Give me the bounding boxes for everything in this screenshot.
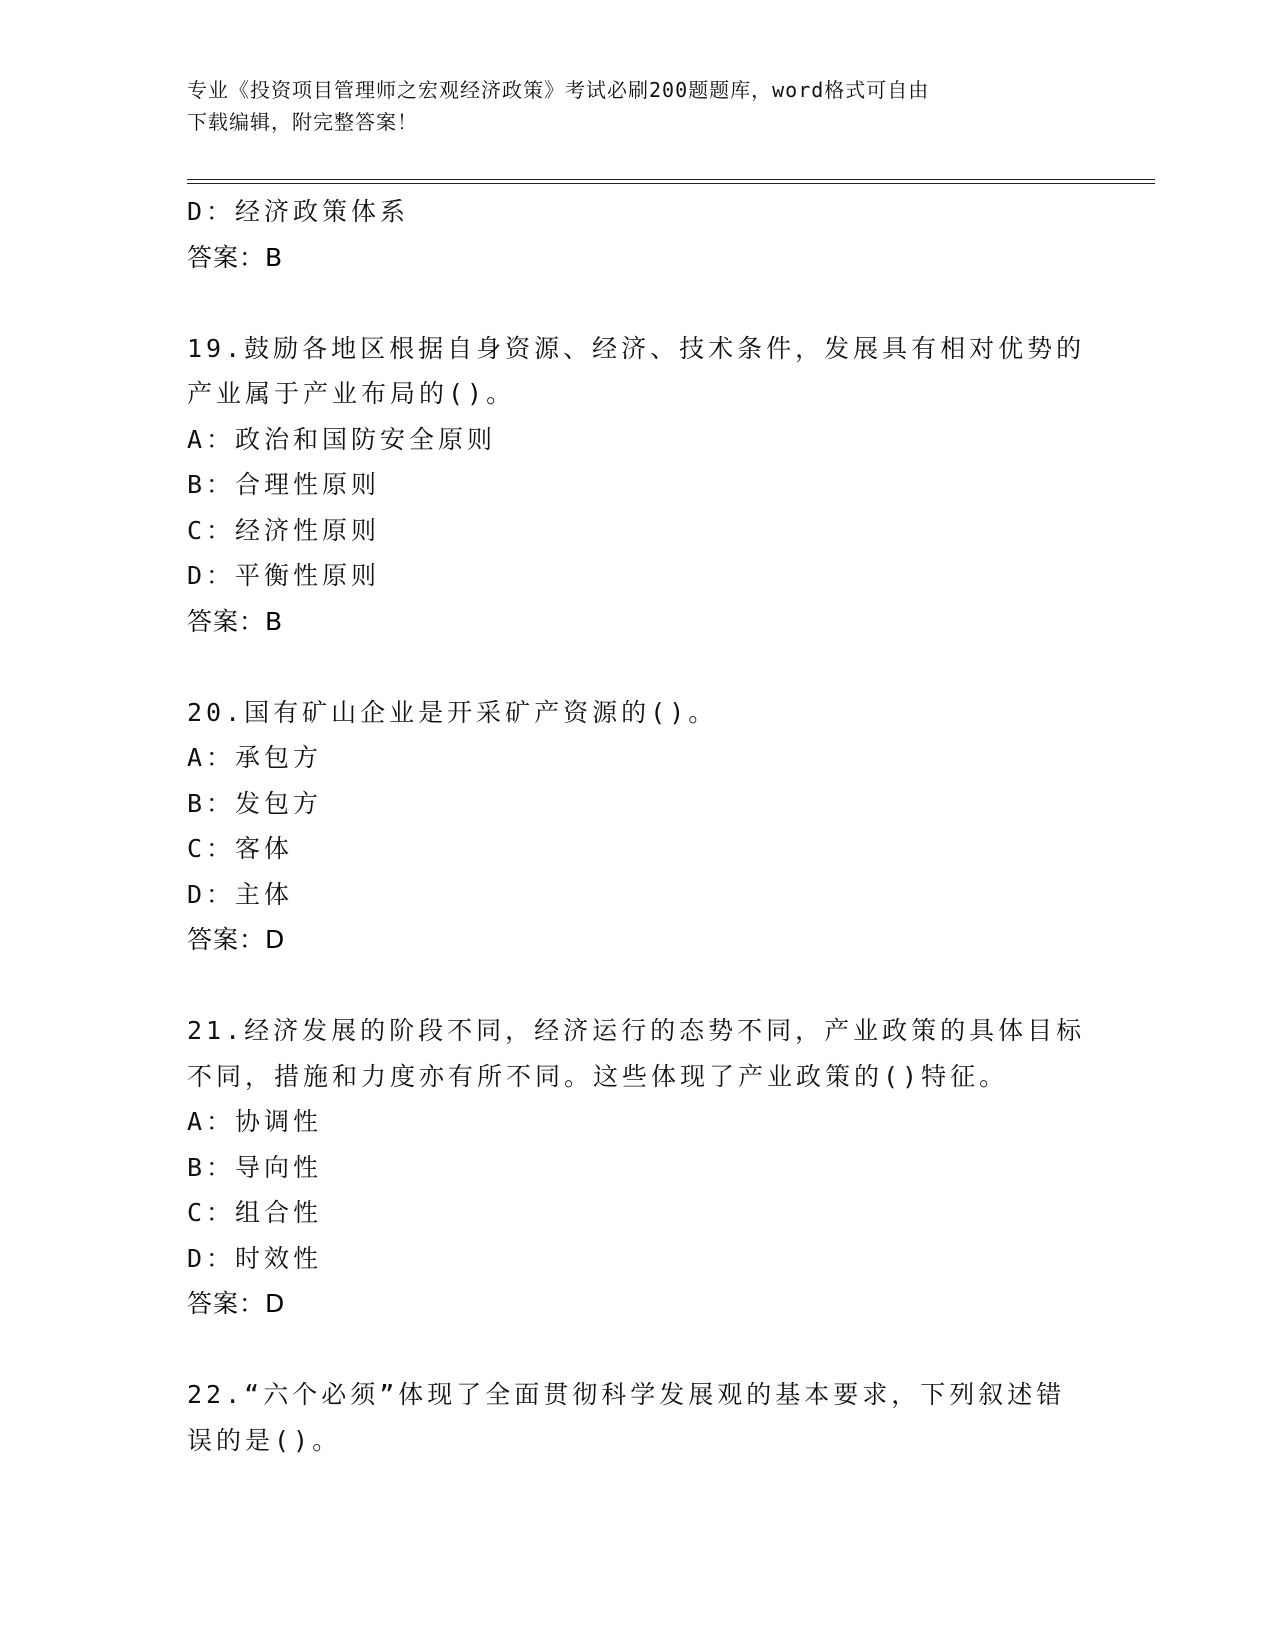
document-header <box>187 74 1067 138</box>
question-20 <box>187 690 1087 963</box>
option-d: D：主体 <box>187 879 294 909</box>
option-d: D：时效性 <box>187 1243 323 1273</box>
header-line-2: 下载编辑，附完整答案！ <box>187 110 418 134</box>
question-stem-line: 不同，措施和力度亦有所不同。这些体现了产业政策的()特征。 <box>187 1061 1009 1091</box>
spacer <box>187 280 1087 326</box>
question-21 <box>187 1008 1087 1327</box>
option-c: C：客体 <box>187 834 294 863</box>
spacer <box>187 1327 1087 1373</box>
option-d: D：平衡性原则 <box>187 561 381 590</box>
option-a: A：政治和国防安全原则 <box>187 424 497 454</box>
option-d: D：经济政策体系 <box>187 197 410 226</box>
question-fragment <box>187 189 1087 280</box>
question-stem-line: 22.“六个必须”体现了全面贯彻科学发展观的基本要求，下列叙述错 <box>187 1380 1066 1409</box>
header-divider-top <box>187 179 1155 180</box>
question-stem-line: 19.鼓励各地区根据自身资源、经济、技术条件，发展具有相对优势的 <box>187 333 1086 363</box>
spacer <box>187 963 1087 1009</box>
answer: 答案：D <box>187 925 286 954</box>
question-stem-line: 产业属于产业布局的()。 <box>187 379 516 408</box>
question-stem-line: 21.经济发展的阶段不同，经济运行的态势不同，产业政策的具体目标 <box>187 1016 1086 1045</box>
option-b: B：导向性 <box>187 1152 323 1182</box>
header-line-1: 专业《投资项目管理师之宏观经济政策》考试必刷200题题库，word格式可自由 <box>187 78 930 102</box>
header-divider-bottom <box>187 183 1155 184</box>
question-19 <box>187 326 1087 645</box>
option-c: C：经济性原则 <box>187 515 381 545</box>
option-c: C：组合性 <box>187 1198 323 1227</box>
answer: 答案：B <box>187 606 284 636</box>
spacer <box>187 644 1087 690</box>
question-stem-line: 误的是()。 <box>187 1425 342 1455</box>
question-stem-line: 20.国有矿山企业是开采矿产资源的()。 <box>187 697 718 727</box>
option-b: B：发包方 <box>187 788 323 818</box>
answer: 答案：D <box>187 1289 286 1318</box>
option-a: A：承包方 <box>187 743 323 772</box>
answer: 答案：B <box>187 242 284 272</box>
question-22 <box>187 1372 1087 1463</box>
document-body <box>187 189 1087 1463</box>
option-b: B：合理性原则 <box>187 470 381 499</box>
option-a: A：协调性 <box>187 1107 323 1136</box>
